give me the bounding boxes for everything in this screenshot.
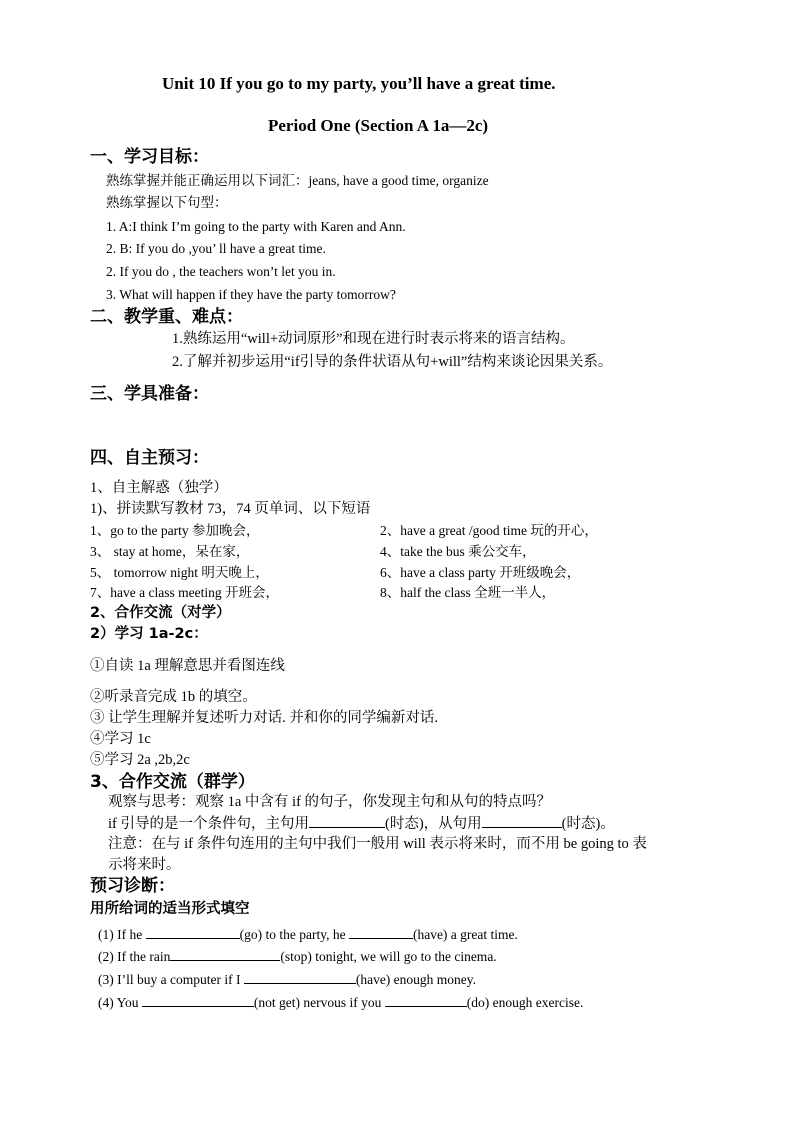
phrase-item: 5、 tomorrow night 明天晚上， [90, 565, 269, 580]
preview-sub1a: 1)、拼读默写教材 73，74 页单词、以下短语 [90, 501, 371, 517]
if-clause-text-c: (时态)。 [561, 816, 615, 832]
exercise-blank[interactable] [349, 926, 413, 939]
keypoint-item: 1.熟练运用“will+动词原形”和现在进行时表示将来的语言结构。 [172, 331, 575, 347]
pattern-item: 1. A:I think I’m going to the party with Karen and Ann. [106, 219, 406, 234]
section-heading-materials: 三、学具准备： [90, 384, 209, 404]
if-clause-text-a: if 引导的是一个条件句，主句用 [108, 816, 309, 832]
note-text-cont: 示将来时。 [108, 857, 181, 873]
pattern-item: 3. What will happen if they have the party tomorrow? [106, 287, 396, 302]
exercise-item: (1) If he (go) to the party, he (have) a great time. [98, 927, 518, 942]
preview-sub3: 3、合作交流（群学） [90, 772, 255, 792]
step-item: ⑤学习 2a ,2b,2c [90, 752, 190, 768]
pattern-item: 2. B: If you do ,you’ ll have a great time. [106, 241, 326, 256]
section-heading-preview: 四、自主预习： [90, 448, 209, 468]
preview-sub2: 2、合作交流（对学） [90, 605, 231, 621]
phrase-item: 2、have a great /good time 玩的开心， [380, 523, 598, 538]
exercise-blank[interactable] [244, 971, 356, 984]
phrase-item: 4、take the bus 乘公交车， [380, 544, 536, 559]
note-text: 注意：在与 if 条件句连用的主句中我们一般用 will 表示将来时，而不用 be going to 表 [108, 836, 647, 852]
phrase-item: 1、go to the party 参加晚会， [90, 523, 260, 538]
phrase-item: 8、half the class 全班一半人， [380, 585, 556, 600]
page-subtitle: Period One (Section A 1a—2c) [268, 116, 489, 135]
section-heading-keypoints: 二、教学重、难点： [90, 307, 243, 327]
exercise-blank[interactable] [146, 926, 240, 939]
section-heading-objectives: 一、学习目标： [90, 147, 209, 167]
observe-text: 观察与思考：观察 1a 中含有 if 的句子，你发现主句和从句的特点吗？ [108, 794, 552, 810]
phrase-item: 3、 stay at home，呆在家， [90, 544, 250, 559]
phrase-item: 7、have a class meeting 开班会， [90, 585, 279, 600]
preview-sub2a: 2）学习 1a-2c： [90, 626, 208, 642]
exercise-blank[interactable] [142, 994, 254, 1007]
objectives-vocab: 熟练掌握并能正确运用以下词汇：jeans, have a good time, organize [106, 173, 489, 188]
exercise-item: (4) You (not get) nervous if you (do) enough exercise. [98, 995, 584, 1010]
step-item: ④学习 1c [90, 731, 151, 747]
exercise-item: (3) I’ll buy a computer if I (have) enough money. [98, 972, 477, 987]
step-item: ①自读 1a 理解意思并看图连线 [90, 658, 285, 674]
main-clause-tense-blank[interactable] [309, 815, 385, 828]
if-clause-line [108, 815, 615, 833]
keypoint-item: 2.了解并初步运用“if引导的条件状语从句+will”结构来谈论因果关系。 [172, 354, 613, 370]
step-item: ②听录音完成 1b 的填空。 [90, 689, 257, 705]
pattern-item: 2. If you do , the teachers won’t let you in. [106, 264, 336, 279]
if-clause-text-b: (时态)，从句用 [384, 816, 482, 832]
diagnosis-heading: 预习诊断： [90, 876, 175, 896]
diagnosis-instruction: 用所给词的适当形式填空 [90, 901, 250, 917]
objectives-patterns: 熟练掌握以下句型： [106, 195, 228, 210]
step-item: ③ 让学生理解并复述听力对话. 并和你的同学编新对话. [90, 710, 438, 726]
phrase-item: 6、have a class party 开班级晚会， [380, 565, 581, 580]
preview-sub1: 1、自主解惑（独学） [90, 480, 228, 496]
sub-clause-tense-blank[interactable] [482, 815, 562, 828]
exercise-blank[interactable] [385, 994, 467, 1007]
page-title: Unit 10 If you go to my party, you’ll have a great time. [162, 74, 556, 93]
exercise-item: (2) If the rain (stop) tonight, we will go to the cinema. [98, 949, 497, 964]
exercise-blank[interactable] [170, 948, 280, 961]
